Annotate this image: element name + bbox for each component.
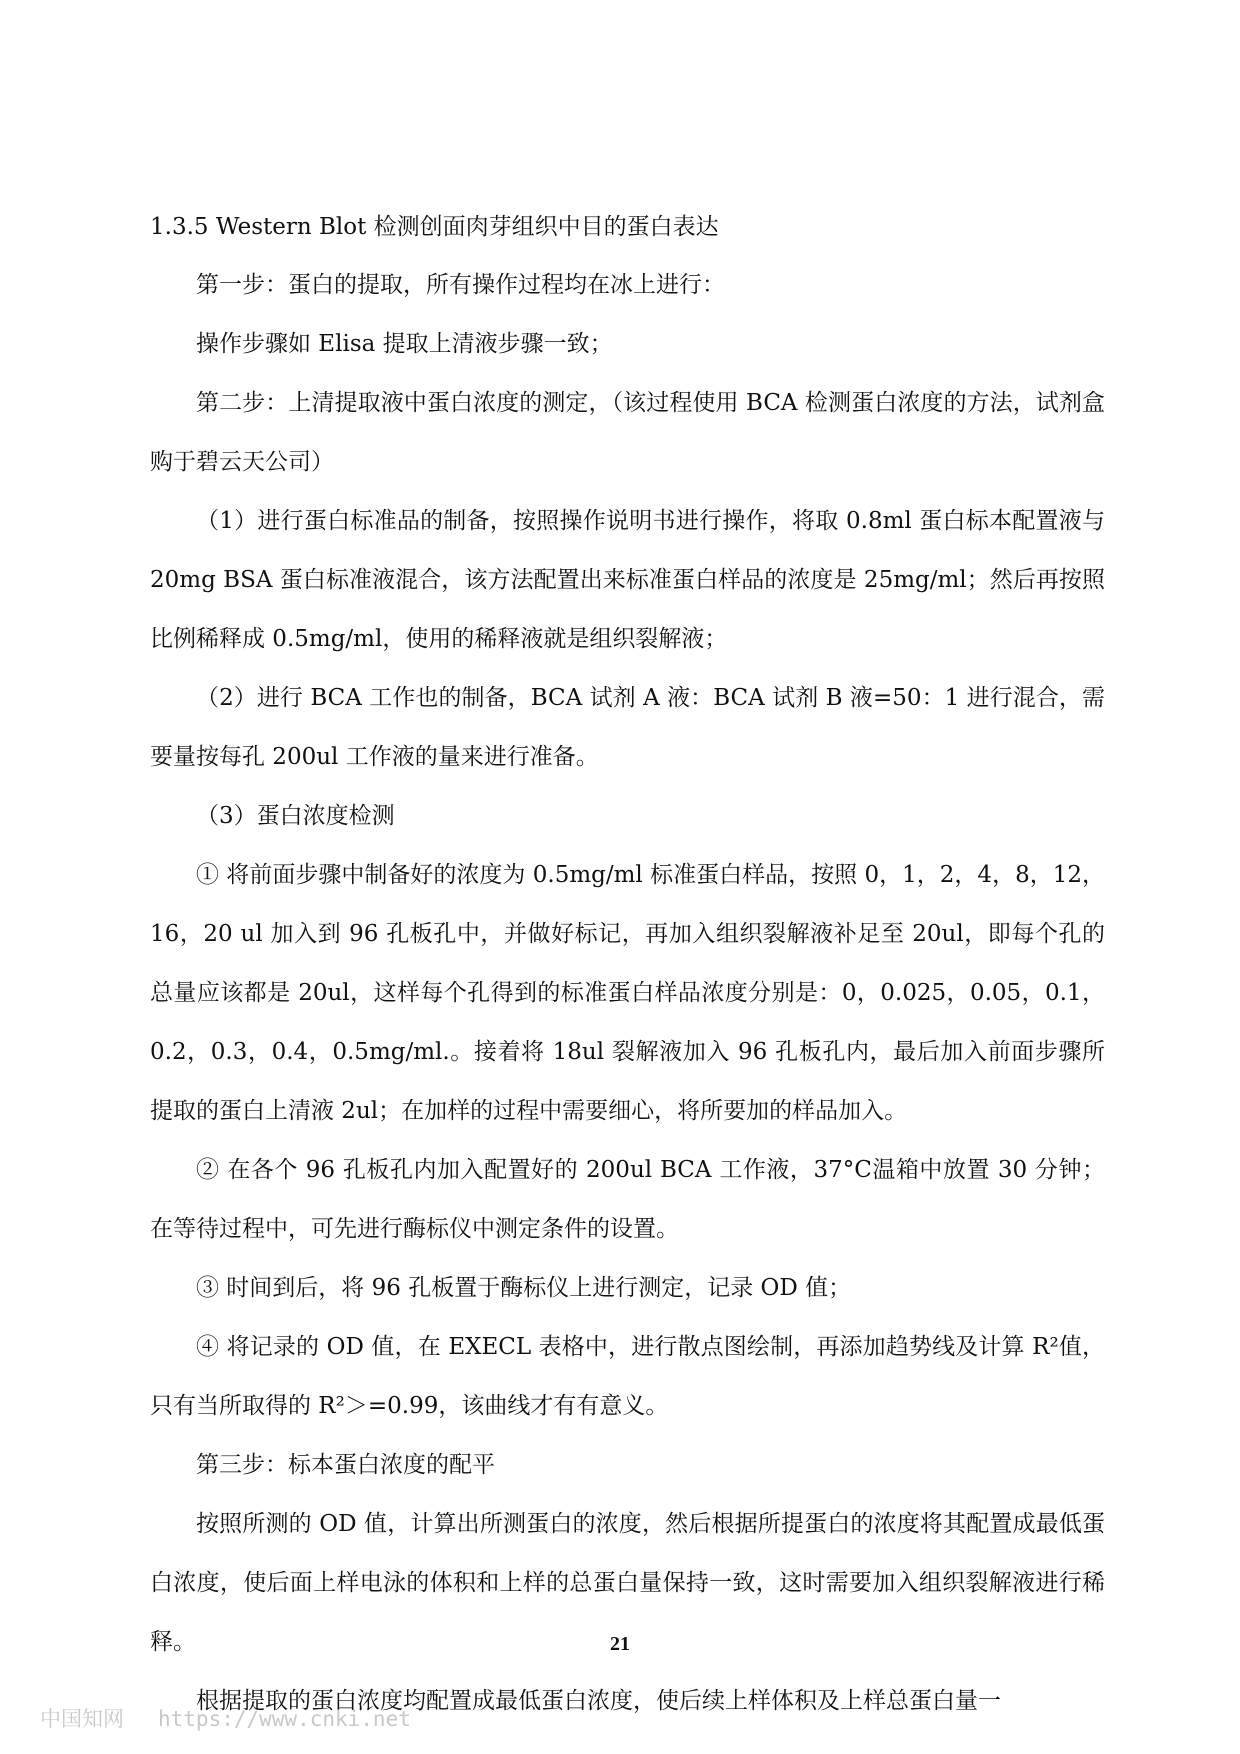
section-heading: 1.3.5 Western Blot 检测创面肉芽组织中目的蛋白表达 [150, 214, 719, 240]
paragraph-od-calculation: 按照所测的 OD 值，计算出所测蛋白的浓度，然后根据所提蛋白的浓度将其配置成最低蛋白浓度，使后面上样电泳的体积和上样的总蛋白量保持一致，这时需要加入组织裂解液进行稀释。 [150, 1511, 1105, 1655]
paragraph-step-three: 第三步：标本蛋白浓度的配平 [196, 1452, 495, 1478]
paragraph-item-2: （2）进行 BCA 工作也的制备，BCA 试剂 A 液：BCA 试剂 B 液=50：1 进行混合，需要量按每孔 200ul 工作液的量来进行准备。 [150, 685, 1105, 770]
paragraph-circled-1: ① 将前面步骤中制备好的浓度为 0.5mg/ml 标准蛋白样品，按照 0，1，2，4，8，12，16，20 ul 加入到 96 孔板孔中，并做好标记，再加入组织裂解液补足至 20ul，即每个孔的总量应该都是 20ul，这样每个孔得到的标准蛋白样品浓度分别是：0，0.025，0.05，0.1，0.2，0.3，0.4，0.5mg/ml.。接着将 18ul 裂解液加入 96 孔板孔内，最后加入前面步骤所提取的蛋白上清液 2ul；在加样的过程中需要细心，将所要加的样品加入。 [150, 862, 1105, 1124]
paragraph-circled-4: ④ 将记录的 OD 值，在 EXECL 表格中，进行散点图绘制，再添加趋势线及计算 R²值，只有当所取得的 R²＞=0.99，该曲线才有有意义。 [150, 1334, 1105, 1419]
page-number: 21 [610, 1633, 630, 1655]
document-body [150, 198, 1105, 1731]
paragraph-item-3: （3）蛋白浓度检测 [196, 803, 395, 829]
watermark-url: https://www.cnki.net [158, 1707, 411, 1731]
cnki-watermark [40, 1703, 411, 1733]
paragraph-elisa-note: 操作步骤如 Elisa 提取上清液步骤一致； [196, 331, 613, 357]
watermark-name: 中国知网 [40, 1707, 124, 1731]
paragraph-step-one: 第一步：蛋白的提取，所有操作过程均在冰上进行： [196, 272, 725, 298]
paragraph-final: 根据提取的蛋白浓度均配置成最低蛋白浓度，使后续上样体积及上样总蛋白量一 [196, 1688, 1001, 1714]
paragraph-circled-3: ③ 时间到后，将 96 孔板置于酶标仪上进行测定，记录 OD 值； [196, 1275, 852, 1301]
paragraph-item-1: （1）进行蛋白标准品的制备，按照操作说明书进行操作，将取 0.8ml 蛋白标本配置液与 20mg BSA 蛋白标准液混合，该方法配置出来标准蛋白样品的浓度是 25mg/ml；然后再按照比例稀释成 0.5mg/ml，使用的稀释液就是组织裂解液； [150, 508, 1105, 652]
paragraph-step-two: 第二步：上清提取液中蛋白浓度的测定，（该过程使用 BCA 检测蛋白浓度的方法，试剂盒购于碧云天公司） [150, 390, 1105, 475]
paragraph-circled-2: ② 在各个 96 孔板孔内加入配置好的 200ul BCA 工作液，37°C温箱中放置 30 分钟；在等待过程中，可先进行酶标仪中测定条件的设置。 [150, 1157, 1105, 1242]
